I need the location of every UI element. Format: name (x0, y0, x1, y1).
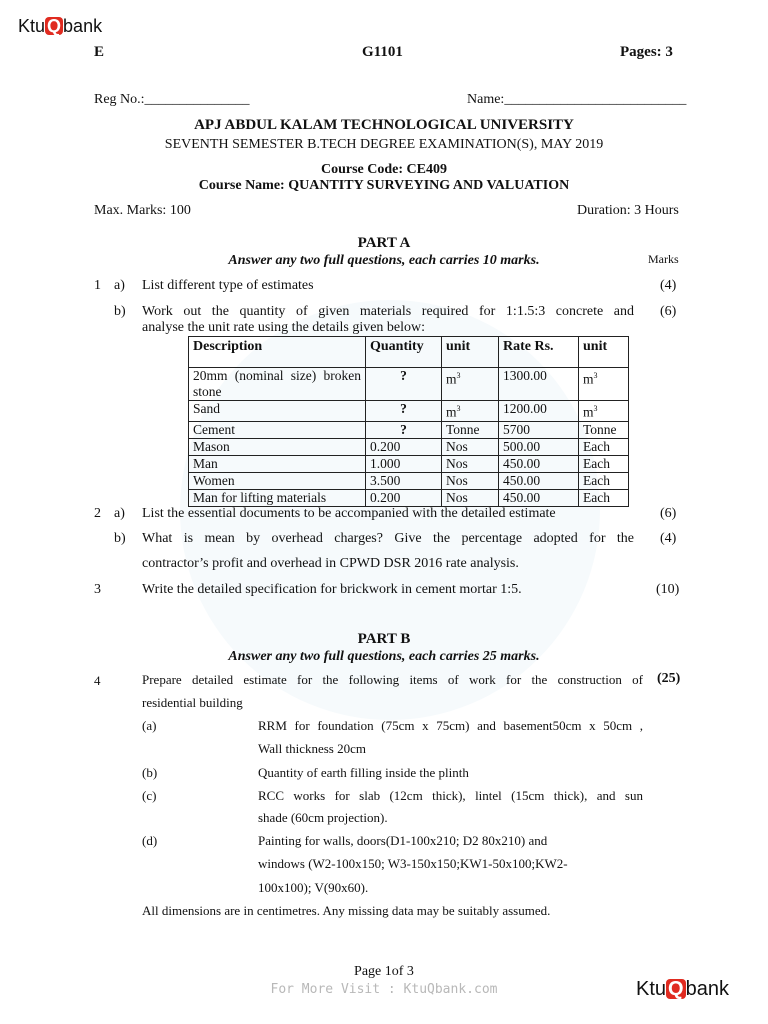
cell-unit-2: $m^3$ (579, 368, 629, 401)
q2a-marks: (6) (660, 506, 677, 521)
cell-rate: 500.00 (499, 438, 579, 455)
cell-quantity: 0.200 (366, 489, 442, 506)
ktuqbank-logo-bottom (636, 978, 729, 1001)
cell-description: Cement (189, 421, 366, 438)
q2a-label: a) (114, 506, 125, 521)
cell-unit-2: Each (579, 455, 629, 472)
logo-text-left: Ktu (18, 16, 46, 36)
cell-rate: 1200.00 (499, 401, 579, 422)
cell-unit: Tonne (442, 421, 499, 438)
q4-text-line2: residential building (142, 695, 243, 710)
q2b-text-line1: What is mean by overhead charges? Give the percentage adopted for the (142, 531, 634, 546)
cell-unit: $m^3$ (442, 368, 499, 401)
q4-marks: (25) (657, 671, 681, 686)
q4-item-line: Quantity of earth filling inside the plinth (258, 765, 469, 780)
part-a-instruction: Answer any two full questions, each carries 10 marks. (228, 253, 540, 268)
q1a-marks: (4) (660, 278, 677, 293)
q4-item-label: (a) (142, 718, 157, 733)
cell-rate: 1300.00 (499, 368, 579, 401)
exam-title: SEVENTH SEMESTER B.TECH DEGREE EXAMINATION(S), MAY 2019 (164, 137, 604, 152)
q1-number: 1 (94, 278, 101, 293)
cell-description: 20mm (nominal size) broken stone (189, 368, 366, 401)
cell-description: Man for lifting materials (189, 489, 366, 506)
cell-unit: Nos (442, 472, 499, 489)
q2a-text: List the essential documents to be accompanied with the detailed estimate (142, 506, 556, 521)
table-row (189, 489, 629, 506)
page-number: Page 1of 3 (354, 964, 414, 979)
ktuqbank-logo-top (18, 16, 102, 37)
paper-code: G1101 (362, 44, 403, 60)
cell-description: Mason (189, 438, 366, 455)
max-marks: Max. Marks: 100 (94, 203, 191, 218)
col-description: Description (189, 337, 366, 368)
cell-description: Women (189, 472, 366, 489)
footer-visit-link[interactable]: For More Visit : KtuQbank.com (270, 982, 498, 997)
q2b-text-line2: contractor’s profit and overhead in CPWD DSR 2016 rate analysis. (142, 556, 519, 571)
q1b-marks: (6) (660, 304, 677, 319)
q1b-text-line1: Work out the quantity of given materials required for 1:1.5:3 concrete and (142, 304, 634, 319)
table-row (189, 472, 629, 489)
table-header-row (189, 337, 629, 368)
cell-quantity: ? (366, 368, 442, 401)
col-rate: Rate Rs. (499, 337, 579, 368)
cell-rate: 5700 (499, 421, 579, 438)
cell-rate: 450.00 (499, 489, 579, 506)
course-name: Course Name: QUANTITY SURVEYING AND VALUATION (198, 178, 570, 193)
page-count: Pages: 3 (620, 44, 673, 60)
logo-q-badge: Q (668, 978, 684, 1000)
col-quantity: Quantity (366, 337, 442, 368)
q4-note: All dimensions are in centimetres. Any missing data may be suitably assumed. (142, 903, 551, 918)
cell-unit: Nos (442, 455, 499, 472)
cell-description: Sand (189, 401, 366, 422)
logo-text-right: bank (63, 16, 103, 36)
name-field: Name:__________________________ (467, 92, 687, 107)
q1a-label: a) (114, 278, 125, 293)
university-title: APJ ABDUL KALAM TECHNOLOGICAL UNIVERSITY (194, 117, 574, 133)
q2-number: 2 (94, 506, 101, 521)
cell-unit-2: Each (579, 472, 629, 489)
col-unit: unit (442, 337, 499, 368)
q4-item-line: Wall thickness 20cm (258, 741, 366, 756)
q1a-text: List different type of estimates (142, 278, 314, 293)
q4-item-label: (c) (142, 788, 157, 803)
cell-unit-2: Tonne (579, 421, 629, 438)
q4-item-line: windows (W2-100x150; W3-150x150;KW1-50x100;KW2- (258, 856, 568, 871)
logo-text-right: bank (685, 978, 729, 1000)
q2b-marks: (4) (660, 531, 677, 546)
q1b-label: b) (114, 304, 126, 319)
cell-unit-2: Each (579, 489, 629, 506)
marks-label: Marks (648, 252, 679, 266)
table-row (189, 368, 629, 401)
table-row (189, 401, 629, 422)
cell-unit: $m^3$ (442, 401, 499, 422)
q4-item-line: RRM for foundation (75cm x 75cm) and basement50cm x 50cm , (258, 718, 643, 733)
reg-no-field: Reg No.:_______________ (94, 92, 250, 107)
set-code: E (94, 44, 105, 60)
cell-quantity: 1.000 (366, 455, 442, 472)
cell-unit: Nos (442, 438, 499, 455)
q3-number: 3 (94, 582, 101, 597)
q3-marks: (10) (656, 582, 680, 597)
part-b-instruction: Answer any two full questions, each carries 25 marks. (228, 649, 540, 664)
cell-rate: 450.00 (499, 472, 579, 489)
q4-number: 4 (94, 673, 101, 688)
col-unit-2: unit (579, 337, 629, 368)
q4-item-line: shade (60cm projection). (258, 810, 388, 825)
q1b-text-line2: analyse the unit rate using the details given below: (142, 320, 426, 335)
cell-unit-2: Each (579, 438, 629, 455)
table-row (189, 421, 629, 438)
q4-item-label: (d) (142, 833, 158, 848)
course-code: Course Code: CE409 (321, 162, 447, 177)
q4-text-line1: Prepare detailed estimate for the following items of work for the construction of (142, 672, 643, 687)
cell-quantity: ? (366, 401, 442, 422)
cell-quantity: ? (366, 421, 442, 438)
part-b-heading: PART B (357, 631, 411, 647)
cell-description: Man (189, 455, 366, 472)
logo-q-badge: Q (47, 16, 62, 36)
q4-item-line: RCC works for slab (12cm thick), lintel (15cm thick), and sun (258, 788, 643, 803)
q4-item-line: Painting for walls, doors(D1-100x210; D2 80x210) and (258, 833, 548, 848)
part-a-heading: PART A (357, 235, 411, 251)
materials-table (188, 336, 629, 507)
table-row (189, 455, 629, 472)
cell-quantity: 3.500 (366, 472, 442, 489)
cell-rate: 450.00 (499, 455, 579, 472)
cell-unit-2: $m^3$ (579, 401, 629, 422)
cell-unit: Nos (442, 489, 499, 506)
duration: Duration: 3 Hours (577, 203, 679, 218)
q2b-label: b) (114, 531, 126, 546)
table-row (189, 438, 629, 455)
logo-text-left: Ktu (636, 978, 667, 1000)
q4-item-line: 100x100); V(90x60). (258, 880, 369, 895)
cell-quantity: 0.200 (366, 438, 442, 455)
q3-text: Write the detailed specification for brickwork in cement mortar 1:5. (142, 582, 522, 597)
q4-item-label: (b) (142, 765, 158, 780)
